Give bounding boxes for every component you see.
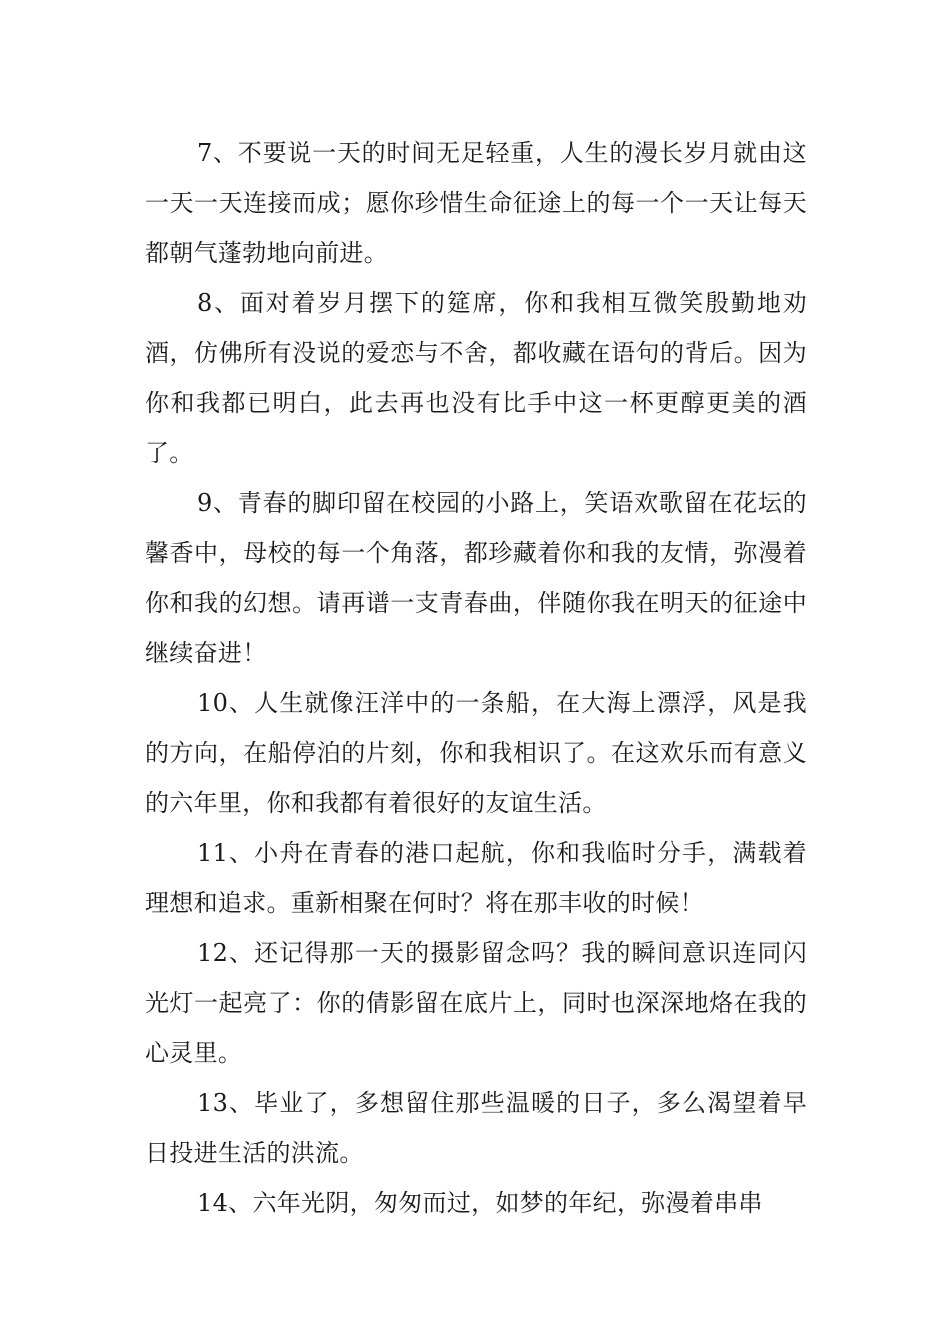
paragraph-14: 14、六年光阴，匆匆而过，如梦的年纪，弥漫着串串 xyxy=(197,1189,763,1217)
paragraph-8: 8、面对着岁月摆下的筵席，你和我相互微笑殷勤地劝酒，仿佛所有没说的爱恋与不舍，都收藏在语句的背后。因为你和我都已明白，此去再也没有比手中这一杯更醇更美的酒了。 xyxy=(145,289,807,467)
paragraph-10: 10、人生就像汪洋中的一条船，在大海上漂浮，风是我的方向，在船停泊的片刻，你和我相识了。在这欢乐而有意义的六年里，你和我都有着很好的友谊生活。 xyxy=(145,689,807,817)
paragraph-12: 12、还记得那一天的摄影留念吗？我的瞬间意识连同闪光灯一起亮了：你的倩影留在底片上，同时也深深地烙在我的心灵里。 xyxy=(145,939,807,1067)
paragraph-13: 13、毕业了，多想留住那些温暖的日子，多么渴望着早日投进生活的洪流。 xyxy=(145,1089,807,1167)
paragraph-9: 9、青春的脚印留在校园的小路上，笑语欢歌留在花坛的馨香中，母校的每一个角落，都珍藏着你和我的友情，弥漫着你和我的幻想。请再谱一支青春曲，伴随你我在明天的征途中继续奋进！ xyxy=(145,489,807,667)
paragraph-7: 7、不要说一天的时间无足轻重，人生的漫长岁月就由这一天一天连接而成；愿你珍惜生命征途上的每一个一天让每天都朝气蓬勃地向前进。 xyxy=(145,139,807,267)
paragraph-11: 11、小舟在青春的港口起航，你和我临时分手，满载着理想和追求。重新相聚在何时？将在那丰收的时候！ xyxy=(145,839,807,917)
document-body xyxy=(145,128,807,1228)
